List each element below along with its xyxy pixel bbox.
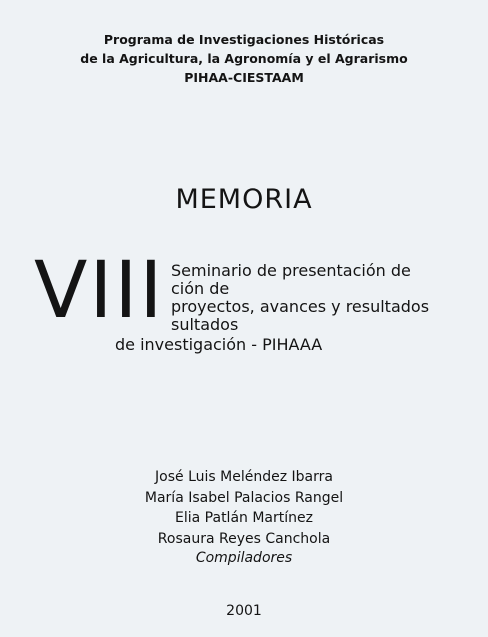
subtitle-line-4: sultados — [171, 315, 239, 334]
publication-year: 2001 — [226, 603, 262, 619]
edition-numeral: VIII — [34, 246, 165, 336]
subtitle-line-5: de investigación - PIHAAA — [115, 335, 323, 354]
header-line-1: Programa de Investigaciones Históricas — [103, 32, 385, 47]
subtitle-line-3: proyectos, avances y resultados — [171, 297, 430, 316]
subtitle-line-2: ción de — [171, 279, 230, 298]
seminar-subtitle — [171, 262, 429, 334]
author-name: José Luis Meléndez Ibarra — [155, 469, 333, 485]
subtitle-line-1: Seminario de presentación de — [171, 261, 411, 280]
header-line-3: PIHAA-CIESTAAM — [184, 70, 304, 85]
author-list — [0, 467, 488, 549]
author-name: María Isabel Palacios Rangel — [144, 489, 344, 506]
compilers-label: Compiladores — [195, 550, 293, 566]
author-name: Rosaura Reyes Canchola — [157, 530, 331, 547]
author-name: Elia Patlán Martínez — [175, 510, 313, 526]
header-line-2: de la Agricultura, la Agronomía y el Agrarismo — [80, 51, 408, 66]
program-header — [0, 30, 488, 87]
document-title: MEMORIA — [175, 184, 313, 215]
